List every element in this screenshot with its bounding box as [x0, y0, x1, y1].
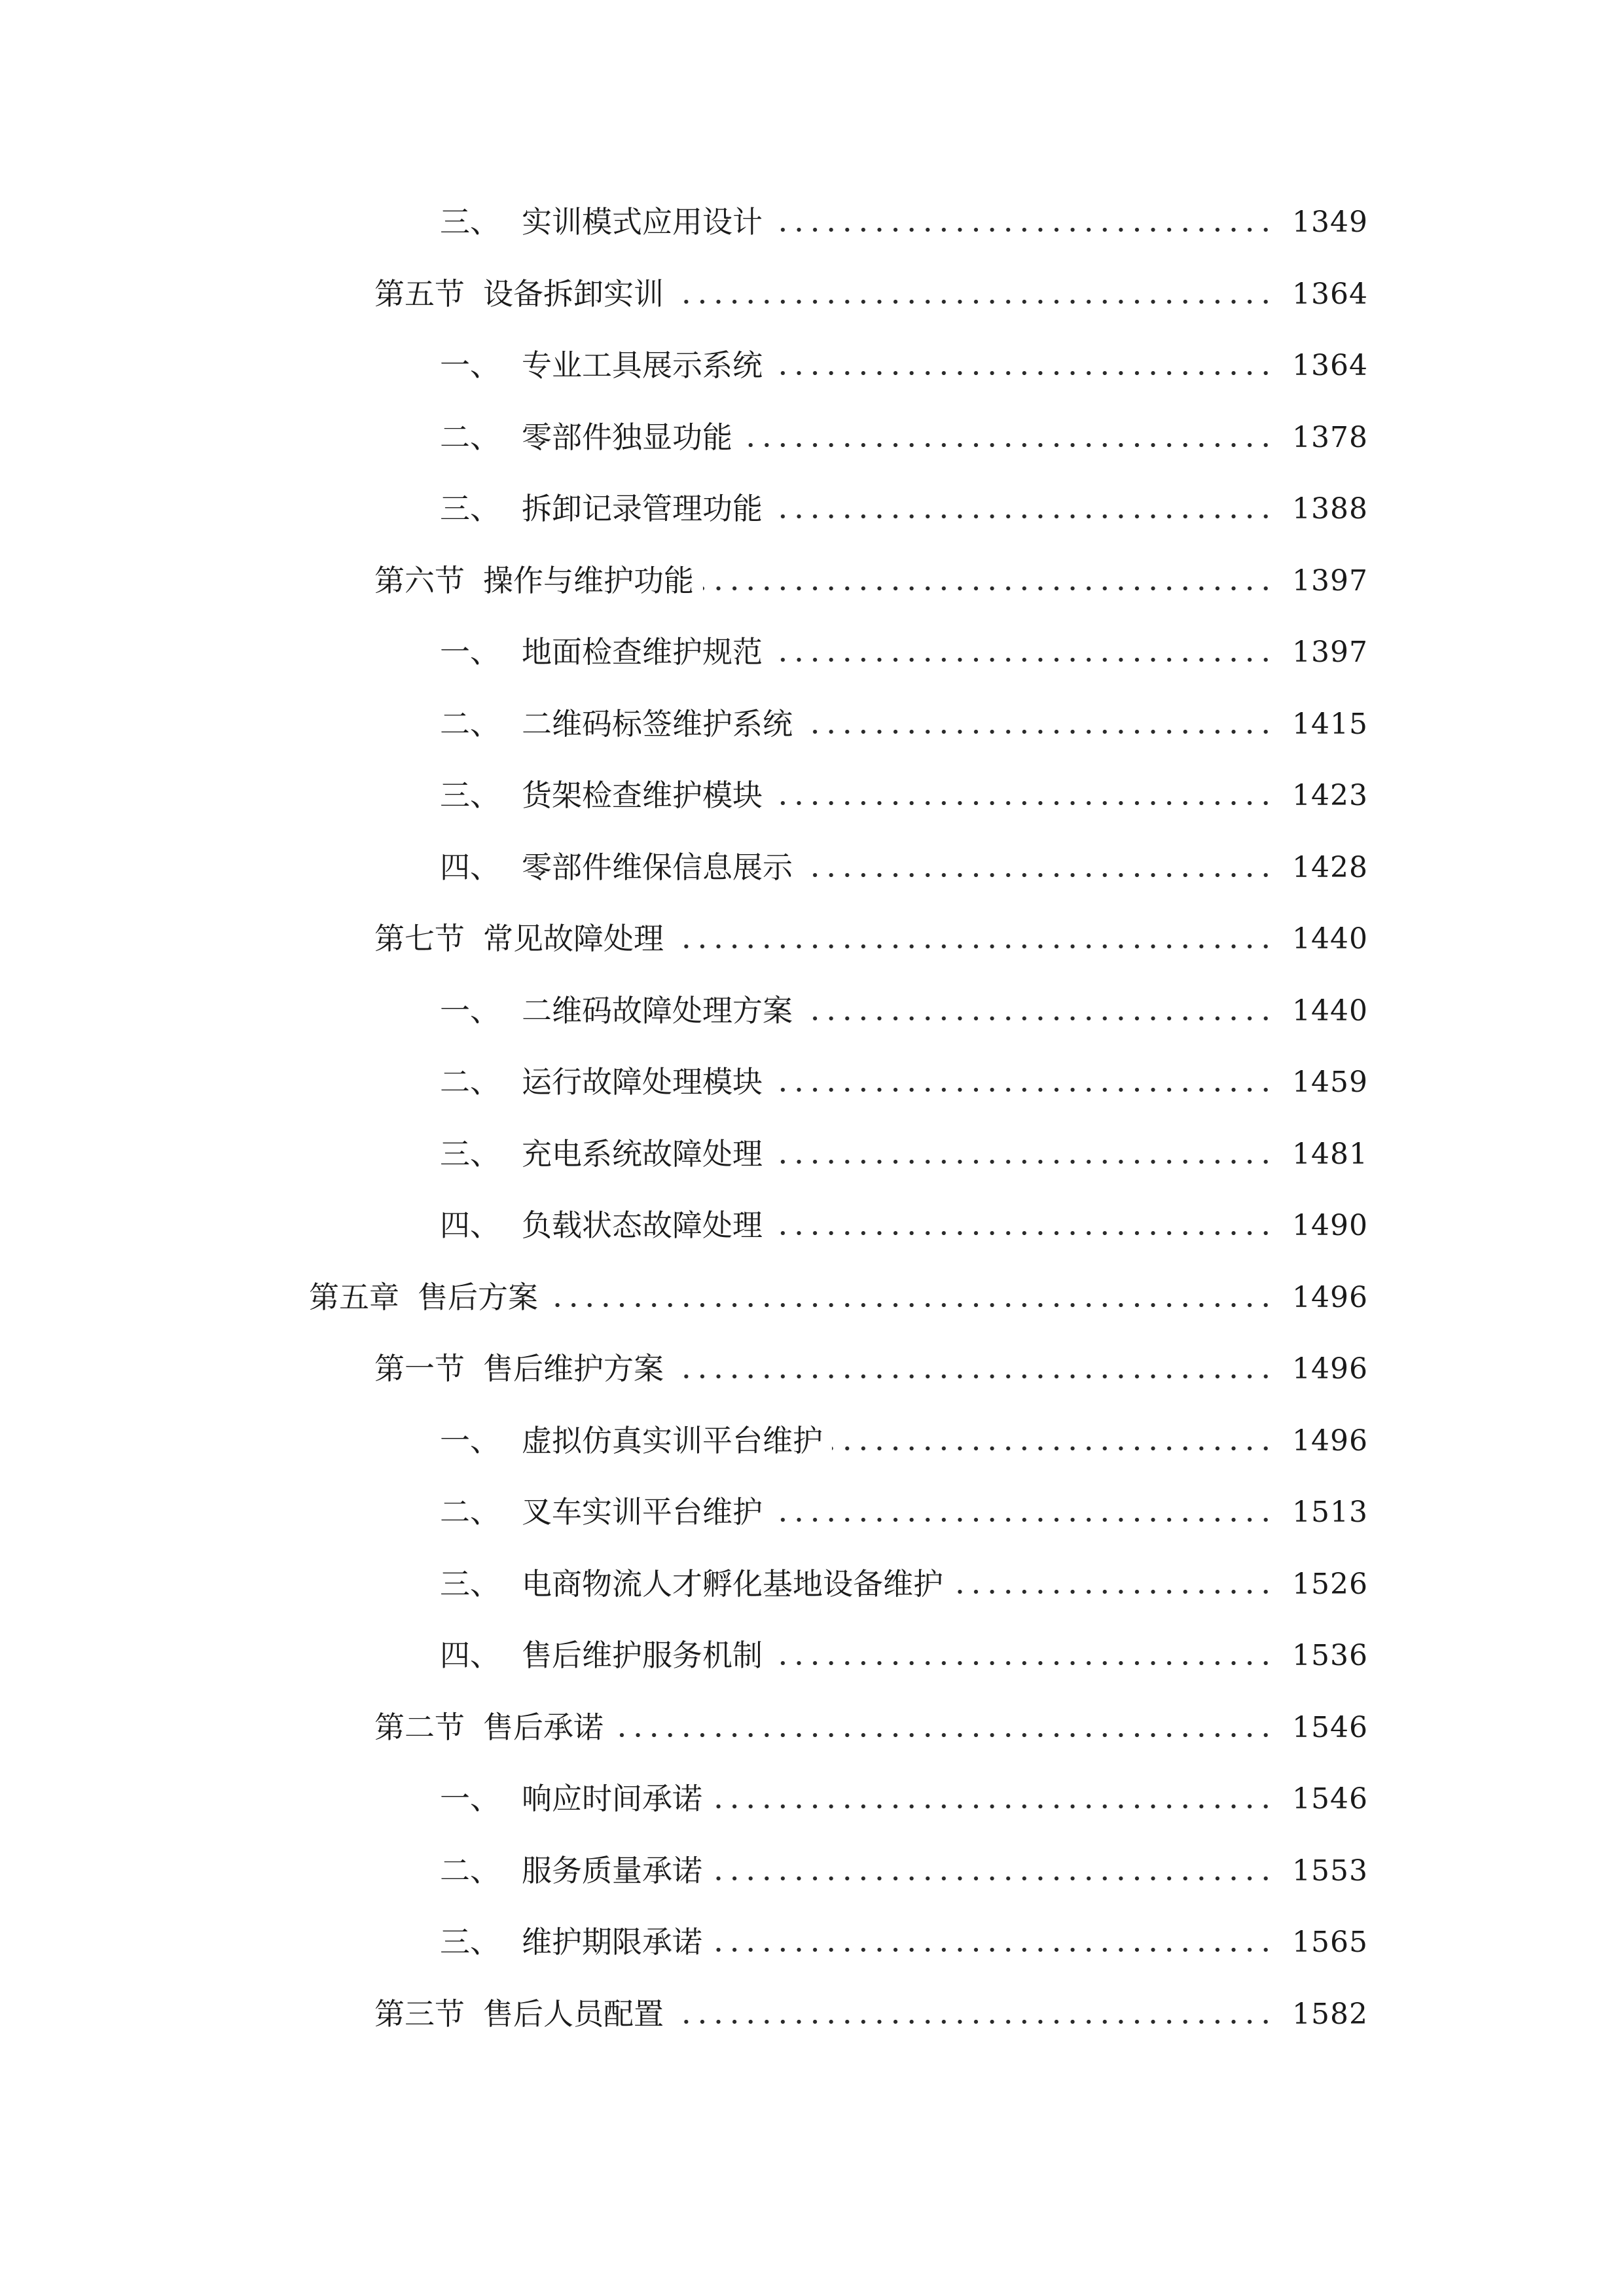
- toc-entry[interactable]: [440, 1188, 1368, 1243]
- entry-title: 售后人员配置: [483, 1996, 664, 2032]
- toc-entry[interactable]: [440, 1833, 1368, 1886]
- page-number: 1378: [1292, 421, 1368, 454]
- toc-entry[interactable]: [440, 1045, 1368, 1100]
- toc-entry[interactable]: [440, 1475, 1368, 1530]
- page-number: 1481: [1292, 1138, 1368, 1171]
- toc-entry[interactable]: [440, 1117, 1368, 1172]
- entry-title: 专业工具展示系统: [522, 348, 763, 383]
- entry-title: 运行故障处理模块: [522, 1064, 763, 1100]
- entry-number: 一、: [440, 993, 500, 1028]
- dot-leader: [772, 1160, 1274, 1164]
- entry-title: 操作与维护功能: [483, 563, 694, 598]
- entry-title: 充电系统故障处理: [522, 1136, 763, 1172]
- toc-entry[interactable]: [440, 1403, 1368, 1456]
- dot-leader: [703, 586, 1274, 590]
- toc-entry[interactable]: [374, 1690, 1368, 1745]
- dot-leader: [673, 2020, 1274, 2024]
- entry-number: 二、: [440, 420, 500, 455]
- entry-title: 常见故障处理: [483, 921, 664, 956]
- dot-leader: [772, 371, 1274, 375]
- page-number: 1553: [1292, 1854, 1368, 1888]
- entry-title: 虚拟仿真实训平台维护: [522, 1423, 823, 1458]
- entry-number: 第一节: [374, 1351, 465, 1386]
- page-number: 1364: [1292, 278, 1368, 311]
- toc-entry[interactable]: [440, 185, 1368, 240]
- page-number: 1490: [1292, 1209, 1368, 1242]
- entry-title: 售后维护服务机制: [522, 1638, 763, 1673]
- entry-title: 售后承诺: [483, 1710, 604, 1745]
- toc-entry[interactable]: [440, 687, 1368, 742]
- entry-number: 三、: [440, 1924, 500, 1960]
- dot-leader: [772, 1518, 1274, 1522]
- page-number: 1546: [1292, 1782, 1368, 1816]
- entry-title: 响应时间承诺: [522, 1781, 702, 1816]
- page-number: 1496: [1292, 1352, 1368, 1386]
- toc-entry[interactable]: [440, 400, 1368, 455]
- entry-number: 三、: [440, 778, 500, 813]
- entry-title: 维护期限承诺: [522, 1924, 702, 1960]
- page-number: 1582: [1292, 1998, 1368, 2031]
- page-number: 1459: [1292, 1066, 1368, 1099]
- dot-leader: [673, 1374, 1274, 1378]
- toc-entry[interactable]: [440, 758, 1368, 813]
- entry-number: 二、: [440, 1494, 500, 1530]
- entry-title: 实训模式应用设计: [522, 204, 763, 240]
- page-number: 1536: [1292, 1639, 1368, 1672]
- page-number: 1496: [1292, 1424, 1368, 1458]
- toc-entry[interactable]: [440, 1618, 1368, 1673]
- page-number: 1423: [1292, 779, 1368, 812]
- toc-entry[interactable]: [309, 1260, 1368, 1315]
- dot-leader: [772, 801, 1274, 805]
- page-number: 1440: [1292, 994, 1368, 1028]
- dot-leader: [712, 1804, 1274, 1808]
- page-number: 1565: [1292, 1926, 1368, 1959]
- dot-leader: [772, 514, 1274, 518]
- page-number: 1513: [1292, 1496, 1368, 1529]
- dot-leader: [772, 1088, 1274, 1092]
- entry-title: 负载状态故障处理: [522, 1208, 763, 1243]
- page-number: 1364: [1292, 349, 1368, 382]
- entry-title: 拆卸记录管理功能: [522, 491, 763, 526]
- entry-number: 一、: [440, 1781, 500, 1816]
- entry-title: 地面检查维护规范: [522, 634, 763, 670]
- entry-number: 第六节: [374, 563, 465, 598]
- toc-entry[interactable]: [374, 543, 1368, 596]
- toc-entry[interactable]: [440, 973, 1368, 1026]
- entry-number: 二、: [440, 706, 500, 742]
- page-number: 1349: [1292, 206, 1368, 239]
- page-number: 1440: [1292, 922, 1368, 956]
- entry-number: 四、: [440, 1208, 500, 1243]
- entry-number: 三、: [440, 204, 500, 240]
- dot-leader: [802, 873, 1274, 877]
- toc-entry[interactable]: [374, 1977, 1368, 2032]
- entry-title: 电商物流人才孵化基地设备维护: [522, 1566, 943, 1602]
- dot-leader: [613, 1733, 1274, 1737]
- dot-leader: [772, 228, 1274, 232]
- entry-number: 二、: [440, 1064, 500, 1100]
- entry-number: 第五章: [309, 1280, 399, 1315]
- dot-leader: [802, 1016, 1274, 1020]
- toc-entry[interactable]: [374, 257, 1368, 312]
- entry-title: 服务质量承诺: [522, 1853, 702, 1888]
- entry-number: 一、: [440, 348, 500, 383]
- dot-leader: [673, 944, 1274, 948]
- entry-number: 三、: [440, 1136, 500, 1172]
- dot-leader: [772, 1231, 1274, 1235]
- page-number: 1415: [1292, 708, 1368, 741]
- entry-title: 售后维护方案: [483, 1351, 664, 1386]
- entry-number: 第三节: [374, 1996, 465, 2032]
- dot-leader: [952, 1590, 1274, 1594]
- toc-entry[interactable]: [374, 901, 1368, 954]
- toc-entry[interactable]: [440, 328, 1368, 383]
- dot-leader: [712, 1948, 1274, 1952]
- entry-number: 一、: [440, 634, 500, 670]
- entry-title: 售后方案: [418, 1280, 538, 1315]
- entry-number: 四、: [440, 850, 500, 885]
- entry-number: 第七节: [374, 921, 465, 956]
- page-number: 1428: [1292, 851, 1368, 884]
- entry-number: 四、: [440, 1638, 500, 1673]
- page-number: 1526: [1292, 1568, 1368, 1601]
- toc-entry[interactable]: [440, 1547, 1368, 1602]
- toc-entry[interactable]: [440, 471, 1368, 524]
- page-number: 1496: [1292, 1281, 1368, 1314]
- toc-entry[interactable]: [374, 1331, 1368, 1384]
- page-number: 1388: [1292, 492, 1368, 526]
- toc-entry[interactable]: [440, 1905, 1368, 1960]
- entry-number: 第五节: [374, 276, 465, 312]
- entry-number: 二、: [440, 1853, 500, 1888]
- entry-number: 一、: [440, 1423, 500, 1458]
- entry-number: 三、: [440, 1566, 500, 1602]
- toc-entry[interactable]: [440, 830, 1368, 885]
- entry-title: 货架检查维护模块: [522, 778, 763, 813]
- entry-title: 叉车实训平台维护: [522, 1494, 763, 1530]
- dot-leader: [712, 1876, 1274, 1880]
- dot-leader: [673, 300, 1274, 304]
- entry-title: 零部件维保信息展示: [522, 850, 793, 885]
- dot-leader: [772, 658, 1274, 662]
- entry-title: 零部件独显功能: [522, 420, 732, 455]
- entry-title: 设备拆卸实训: [483, 276, 664, 312]
- toc-entry[interactable]: [440, 615, 1368, 670]
- dot-leader: [742, 443, 1274, 447]
- page-number: 1546: [1292, 1711, 1368, 1744]
- dot-leader: [547, 1303, 1274, 1307]
- entry-title: 二维码故障处理方案: [522, 993, 793, 1028]
- page-number: 1397: [1292, 636, 1368, 669]
- entry-title: 二维码标签维护系统: [522, 706, 793, 742]
- toc-entry[interactable]: [440, 1761, 1368, 1814]
- page-number: 1397: [1292, 564, 1368, 598]
- dot-leader: [802, 730, 1274, 734]
- entry-number: 第二节: [374, 1710, 465, 1745]
- entry-number: 三、: [440, 491, 500, 526]
- dot-leader: [832, 1446, 1274, 1450]
- dot-leader: [772, 1661, 1274, 1665]
